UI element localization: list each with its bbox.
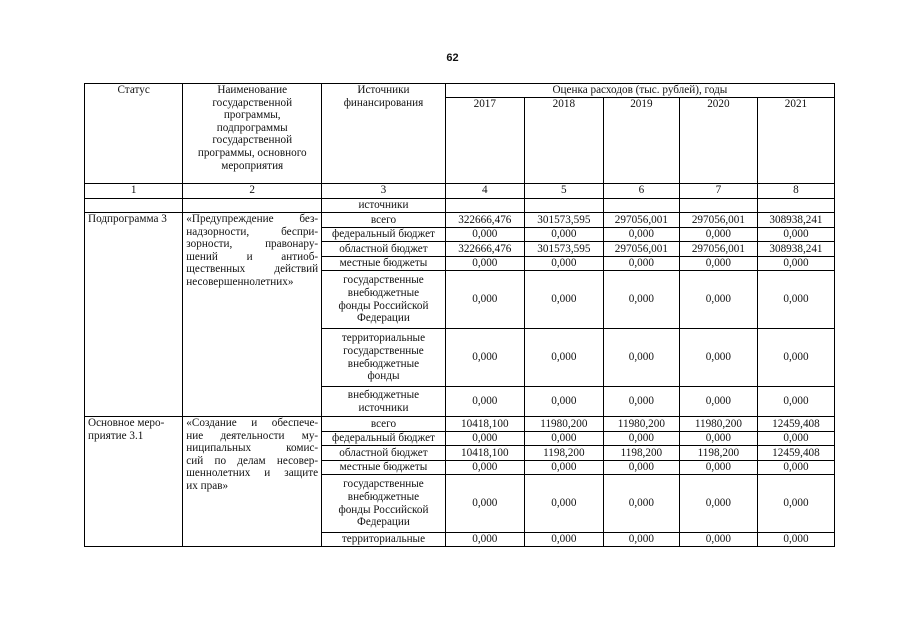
value-cell: 0,000 <box>524 475 603 533</box>
header-status: Статус <box>85 84 183 184</box>
value-cell: 0,000 <box>757 461 834 475</box>
value-cell: 0,000 <box>757 475 834 533</box>
source-cell: государственные внебюджетные фонды Российской Федерации <box>322 271 446 329</box>
source-cell: внебюджетные источники <box>322 387 446 417</box>
source-cell: всего <box>322 213 446 228</box>
header-year: 2021 <box>757 98 834 184</box>
table-row <box>85 417 835 432</box>
value-cell: 297056,001 <box>679 242 757 257</box>
source-cell: территориальные государственные внебюджетные фонды <box>322 329 446 387</box>
value-cell: 11980,200 <box>679 417 757 432</box>
header-estimate: Оценка расходов (тыс. рублей), годы <box>445 84 834 98</box>
header-name: Наименование государственной программы, подпрограммы государственной программы, основного мероприятия <box>183 84 322 184</box>
source-cell: областной бюджет <box>322 446 446 461</box>
value-cell: 0,000 <box>524 461 603 475</box>
value-cell: 0,000 <box>757 387 834 417</box>
value-cell: 0,000 <box>524 228 603 242</box>
value-cell: 0,000 <box>524 257 603 271</box>
column-number: 3 <box>322 184 446 199</box>
source-cell: источники <box>322 199 446 213</box>
value-cell: 322666,476 <box>445 213 524 228</box>
value-cell: 0,000 <box>603 461 679 475</box>
table-row <box>85 213 835 228</box>
column-number: 7 <box>679 184 757 199</box>
value-cell: 0,000 <box>679 461 757 475</box>
value-cell: 308938,241 <box>757 242 834 257</box>
column-number: 6 <box>603 184 679 199</box>
page-number: 62 <box>446 52 459 64</box>
value-cell: 0,000 <box>445 432 524 446</box>
value-cell: 0,000 <box>524 533 603 547</box>
value-cell: 0,000 <box>757 432 834 446</box>
source-cell: местные бюджеты <box>322 257 446 271</box>
value-cell: 297056,001 <box>603 213 679 228</box>
value-cell: 0,000 <box>445 387 524 417</box>
header-sources: Источники финансирования <box>322 84 446 184</box>
status-cell: Основное меро- приятие 3.1 <box>85 417 183 547</box>
header-year: 2020 <box>679 98 757 184</box>
value-cell: 297056,001 <box>603 242 679 257</box>
header-year: 2018 <box>524 98 603 184</box>
value-cell: 0,000 <box>757 271 834 329</box>
table-row <box>85 199 835 213</box>
value-cell: 0,000 <box>757 329 834 387</box>
source-cell: территориальные <box>322 533 446 547</box>
value-cell: 11980,200 <box>524 417 603 432</box>
value-cell: 0,000 <box>445 257 524 271</box>
program-name-cell: «Предупреждение без- надзорности, беспри- зорности, правонару- шений и антиоб- щественных действий несовершеннолетних» <box>183 213 322 417</box>
value-cell: 0,000 <box>679 432 757 446</box>
value-cell: 10418,100 <box>445 417 524 432</box>
value-cell: 0,000 <box>603 228 679 242</box>
value-cell: 12459,408 <box>757 417 834 432</box>
source-cell: федеральный бюджет <box>322 432 446 446</box>
value-cell: 0,000 <box>679 257 757 271</box>
value-cell: 11980,200 <box>603 417 679 432</box>
value-cell: 0,000 <box>445 475 524 533</box>
value-cell: 0,000 <box>445 533 524 547</box>
value-cell: 0,000 <box>524 387 603 417</box>
header-year: 2019 <box>603 98 679 184</box>
column-number: 8 <box>757 184 834 199</box>
column-number: 4 <box>445 184 524 199</box>
value-cell: 12459,408 <box>757 446 834 461</box>
header-year: 2017 <box>445 98 524 184</box>
value-cell: 0,000 <box>679 387 757 417</box>
value-cell: 0,000 <box>603 271 679 329</box>
value-cell: 0,000 <box>679 329 757 387</box>
value-cell: 0,000 <box>679 228 757 242</box>
value-cell: 322666,476 <box>445 242 524 257</box>
column-number: 1 <box>85 184 183 199</box>
value-cell: 0,000 <box>524 329 603 387</box>
value-cell: 10418,100 <box>445 446 524 461</box>
source-cell: федеральный бюджет <box>322 228 446 242</box>
value-cell: 0,000 <box>603 387 679 417</box>
source-cell: местные бюджеты <box>322 461 446 475</box>
value-cell: 0,000 <box>445 461 524 475</box>
value-cell: 0,000 <box>757 228 834 242</box>
column-number-row <box>85 184 835 199</box>
value-cell: 0,000 <box>445 271 524 329</box>
value-cell: 0,000 <box>679 271 757 329</box>
budget-table <box>84 83 835 547</box>
value-cell: 0,000 <box>757 533 834 547</box>
program-name-cell: «Создание и обеспече- ние деятельности му- ниципальных комис- сий по делам несовер- шеннолетних и защите их прав» <box>183 417 322 547</box>
value-cell: 0,000 <box>445 228 524 242</box>
column-number: 5 <box>524 184 603 199</box>
value-cell: 0,000 <box>603 432 679 446</box>
source-cell: областной бюджет <box>322 242 446 257</box>
value-cell: 1198,200 <box>603 446 679 461</box>
value-cell: 0,000 <box>679 475 757 533</box>
value-cell: 0,000 <box>603 257 679 271</box>
source-cell: государственные внебюджетные фонды Российской Федерации <box>322 475 446 533</box>
value-cell: 0,000 <box>679 533 757 547</box>
value-cell: 308938,241 <box>757 213 834 228</box>
value-cell: 1198,200 <box>679 446 757 461</box>
value-cell: 1198,200 <box>524 446 603 461</box>
source-cell: всего <box>322 417 446 432</box>
column-number: 2 <box>183 184 322 199</box>
value-cell: 297056,001 <box>679 213 757 228</box>
value-cell: 0,000 <box>603 475 679 533</box>
value-cell: 0,000 <box>524 432 603 446</box>
value-cell: 0,000 <box>603 533 679 547</box>
value-cell: 301573,595 <box>524 242 603 257</box>
status-cell: Подпрограмма 3 <box>85 213 183 417</box>
value-cell: 0,000 <box>445 329 524 387</box>
value-cell: 0,000 <box>757 257 834 271</box>
value-cell: 0,000 <box>524 271 603 329</box>
value-cell: 0,000 <box>603 329 679 387</box>
value-cell: 301573,595 <box>524 213 603 228</box>
